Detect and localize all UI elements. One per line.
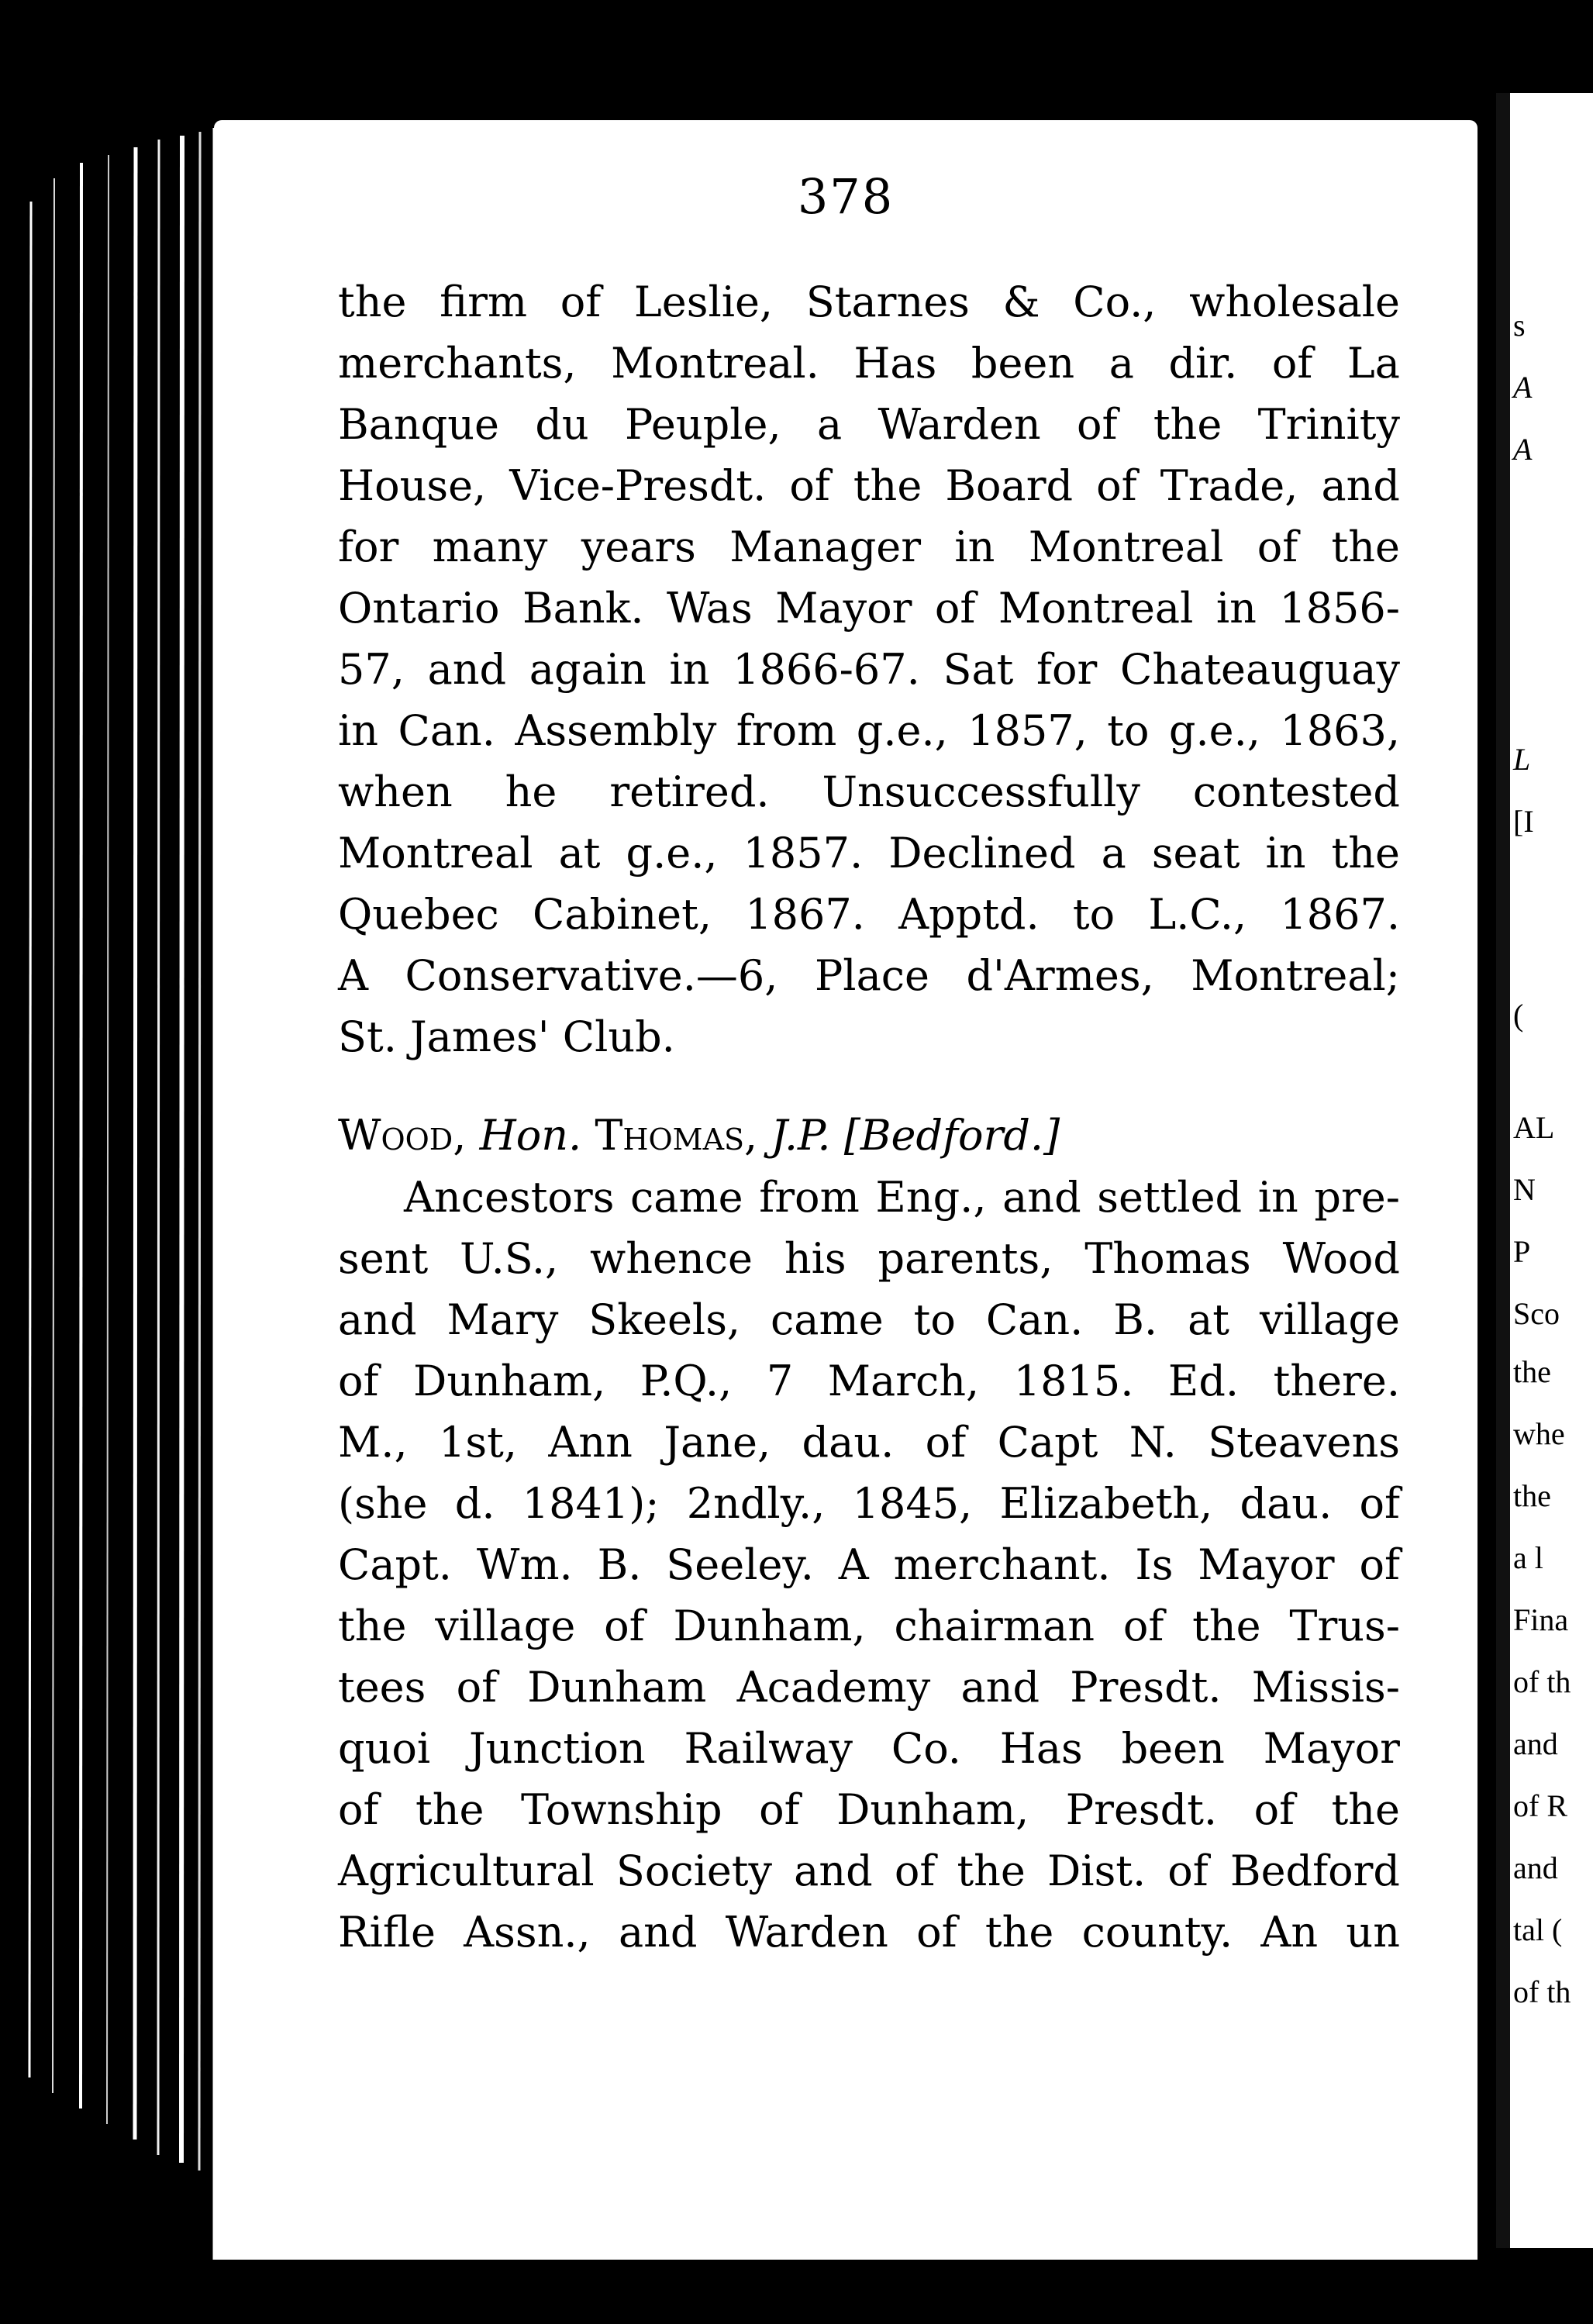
- entry-continued-text: [338, 271, 1400, 1067]
- text-line: Banque du Peuple, a Warden of the Trinity: [338, 400, 1400, 449]
- text-line: Agricultural Society and of the Dist. of Bedford: [338, 1846, 1400, 1895]
- adjacent-page-fragment: of R: [1513, 1788, 1567, 1823]
- text-line: the firm of Leslie, Starnes & Co., wholesale: [338, 278, 1400, 326]
- adjacent-page-fragment: Sco: [1513, 1296, 1560, 1331]
- adjacent-page-fragment: A: [1513, 432, 1533, 467]
- adjacent-page-fragment: (: [1513, 998, 1524, 1033]
- text-line: tees of Dunham Academy and Presdt. Missis-: [338, 1663, 1400, 1712]
- text-line: of Dunham, P.Q., 7 March, 1815. Ed. there.: [338, 1357, 1400, 1405]
- adjacent-page-fragment: N: [1513, 1172, 1536, 1207]
- adjacent-page-fragment: the: [1513, 1478, 1551, 1513]
- text-line: St. James' Club.: [338, 1012, 675, 1061]
- book-page: [214, 120, 1477, 2260]
- entry-postnominal: J.P.: [771, 1111, 831, 1160]
- adjacent-page-fragment: s: [1513, 308, 1526, 343]
- adjacent-page-fragment: A: [1513, 370, 1533, 405]
- entry-honorific: Hon.: [479, 1111, 582, 1160]
- text-line: Montreal at g.e., 1857. Declined a seat in the: [338, 829, 1400, 878]
- entry-surname: Wood: [338, 1111, 453, 1160]
- text-line: and Mary Skeels, came to Can. B. at village: [338, 1295, 1400, 1344]
- adjacent-page-shadow: [1496, 93, 1510, 2248]
- text-line: merchants, Montreal. Has been a dir. of La: [338, 339, 1400, 388]
- entry-division: [Bedford.]: [843, 1111, 1060, 1160]
- entry-given-name: Thomas: [595, 1111, 745, 1160]
- adjacent-page-fragment: P: [1513, 1234, 1531, 1269]
- text-line: Ancestors came from Eng., and settled in pre-: [404, 1173, 1400, 1222]
- adjacent-page-fragment: L: [1513, 742, 1531, 777]
- text-line: Quebec Cabinet, 1867. Apptd. to L.C., 1867.: [338, 890, 1400, 939]
- entry-wood-text: [338, 1167, 1400, 1963]
- entry-heading: Wood, Hon. Thomas, J.P. [Bedford.]: [338, 1111, 1060, 1160]
- adjacent-page-fragment: whe: [1513, 1416, 1565, 1451]
- adjacent-page-fragment: and: [1513, 1850, 1558, 1885]
- text-line: Capt. Wm. B. Seeley. A merchant. Is Mayor of: [338, 1540, 1400, 1589]
- text-line: quoi Junction Railway Co. Has been Mayor: [338, 1724, 1400, 1773]
- text-line: (she d. 1841); 2ndly., 1845, Elizabeth, dau. of: [338, 1479, 1400, 1528]
- text-line: when he retired. Unsuccessfully contested: [338, 767, 1400, 816]
- adjacent-page-edge: [1496, 93, 1593, 2248]
- adjacent-page-fragment: a l: [1513, 1540, 1543, 1575]
- text-line: M., 1st, Ann Jane, dau. of Capt N. Steavens: [338, 1418, 1400, 1467]
- text-line: 57, and again in 1866-67. Sat for Chateauguay: [338, 645, 1400, 694]
- adjacent-page-fragment: tal (: [1513, 1912, 1563, 1947]
- adjacent-page-fragment: of th: [1513, 1664, 1571, 1699]
- adjacent-page-fragment: of th: [1513, 1974, 1571, 2009]
- text-line: A Conservative.—6, Place d'Armes, Montreal;: [338, 951, 1400, 1000]
- adjacent-page-fragment: AL: [1513, 1110, 1555, 1145]
- page-number: 378: [797, 168, 895, 225]
- text-line: sent U.S., whence his parents, Thomas Wood: [338, 1234, 1400, 1283]
- text-line: of the Township of Dunham, Presdt. of the: [338, 1785, 1400, 1834]
- adjacent-page-fragment: [I: [1513, 804, 1534, 839]
- text-line: for many years Manager in Montreal of the: [338, 522, 1400, 571]
- adjacent-page-fragment: and: [1513, 1726, 1558, 1761]
- adjacent-page-fragment: the: [1513, 1354, 1551, 1389]
- text-line: the village of Dunham, chairman of the Trus-: [338, 1602, 1400, 1650]
- text-line: House, Vice-Presdt. of the Board of Trade, and: [338, 461, 1400, 510]
- adjacent-page-fragment: Fina: [1513, 1602, 1569, 1637]
- text-line: in Can. Assembly from g.e., 1857, to g.e., 1863,: [338, 706, 1400, 755]
- text-line: Ontario Bank. Was Mayor of Montreal in 1856-: [338, 584, 1400, 633]
- binding-gutter: [0, 0, 248, 2324]
- text-line: Rifle Assn., and Warden of the county. An un: [338, 1908, 1400, 1957]
